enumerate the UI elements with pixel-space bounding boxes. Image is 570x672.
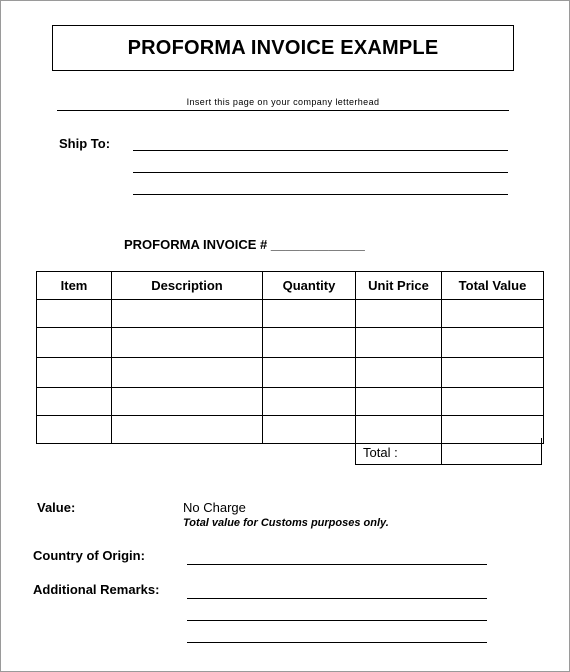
table-cell[interactable] bbox=[442, 358, 544, 388]
customs-value-note: Total value for Customs purposes only. bbox=[183, 517, 389, 529]
value-text: No Charge bbox=[183, 500, 246, 515]
letterhead-note: Insert this page on your company letterhead bbox=[186, 97, 380, 107]
table-cell[interactable] bbox=[37, 358, 112, 388]
table-cell[interactable] bbox=[37, 416, 112, 444]
ship-to-line-1[interactable] bbox=[133, 150, 508, 151]
table-cell[interactable] bbox=[263, 328, 356, 358]
table-cell[interactable] bbox=[112, 358, 263, 388]
value-label: Value: bbox=[37, 500, 76, 515]
table-cell[interactable] bbox=[356, 358, 442, 388]
table-cell[interactable] bbox=[356, 388, 442, 416]
table-row bbox=[37, 388, 544, 416]
remarks-line-3[interactable] bbox=[187, 642, 487, 643]
items-table bbox=[36, 271, 544, 444]
country-of-origin-line[interactable] bbox=[187, 564, 487, 565]
table-cell[interactable] bbox=[442, 388, 544, 416]
table-cell[interactable] bbox=[112, 416, 263, 444]
table-header-row bbox=[37, 272, 544, 300]
table-cell[interactable] bbox=[442, 300, 544, 328]
remarks-line-2[interactable] bbox=[187, 620, 487, 621]
total-row bbox=[355, 438, 542, 465]
column-header-description: Description bbox=[112, 272, 263, 300]
table-cell[interactable] bbox=[37, 388, 112, 416]
letterhead-line bbox=[57, 110, 509, 111]
table-row bbox=[37, 328, 544, 358]
table-cell[interactable] bbox=[37, 328, 112, 358]
document-title: PROFORMA INVOICE EXAMPLE bbox=[52, 25, 514, 71]
column-header-quantity: Quantity bbox=[263, 272, 356, 300]
table-cell[interactable] bbox=[112, 300, 263, 328]
table-cell[interactable] bbox=[112, 388, 263, 416]
remarks-line-1[interactable] bbox=[187, 598, 487, 599]
table-cell[interactable] bbox=[112, 328, 263, 358]
additional-remarks-label: Additional Remarks: bbox=[33, 582, 160, 597]
ship-to-line-2[interactable] bbox=[133, 172, 508, 173]
table-row bbox=[37, 300, 544, 328]
table-cell[interactable] bbox=[263, 416, 356, 444]
table-cell[interactable] bbox=[356, 328, 442, 358]
column-header-total-value: Total Value bbox=[442, 272, 544, 300]
ship-to-line-3[interactable] bbox=[133, 194, 508, 195]
country-of-origin-label: Country of Origin: bbox=[33, 548, 145, 563]
table-cell[interactable] bbox=[263, 358, 356, 388]
invoice-number-label: PROFORMA INVOICE # _____________ bbox=[124, 237, 365, 252]
table-cell[interactable] bbox=[263, 388, 356, 416]
table-cell[interactable] bbox=[263, 300, 356, 328]
table-row bbox=[37, 358, 544, 388]
table-cell[interactable] bbox=[37, 300, 112, 328]
table-cell[interactable] bbox=[442, 328, 544, 358]
total-value-cell[interactable] bbox=[441, 438, 542, 465]
column-header-unit-price: Unit Price bbox=[356, 272, 442, 300]
total-label: Total : bbox=[355, 438, 441, 465]
column-header-item: Item bbox=[37, 272, 112, 300]
ship-to-label: Ship To: bbox=[59, 136, 111, 151]
table-cell[interactable] bbox=[356, 300, 442, 328]
